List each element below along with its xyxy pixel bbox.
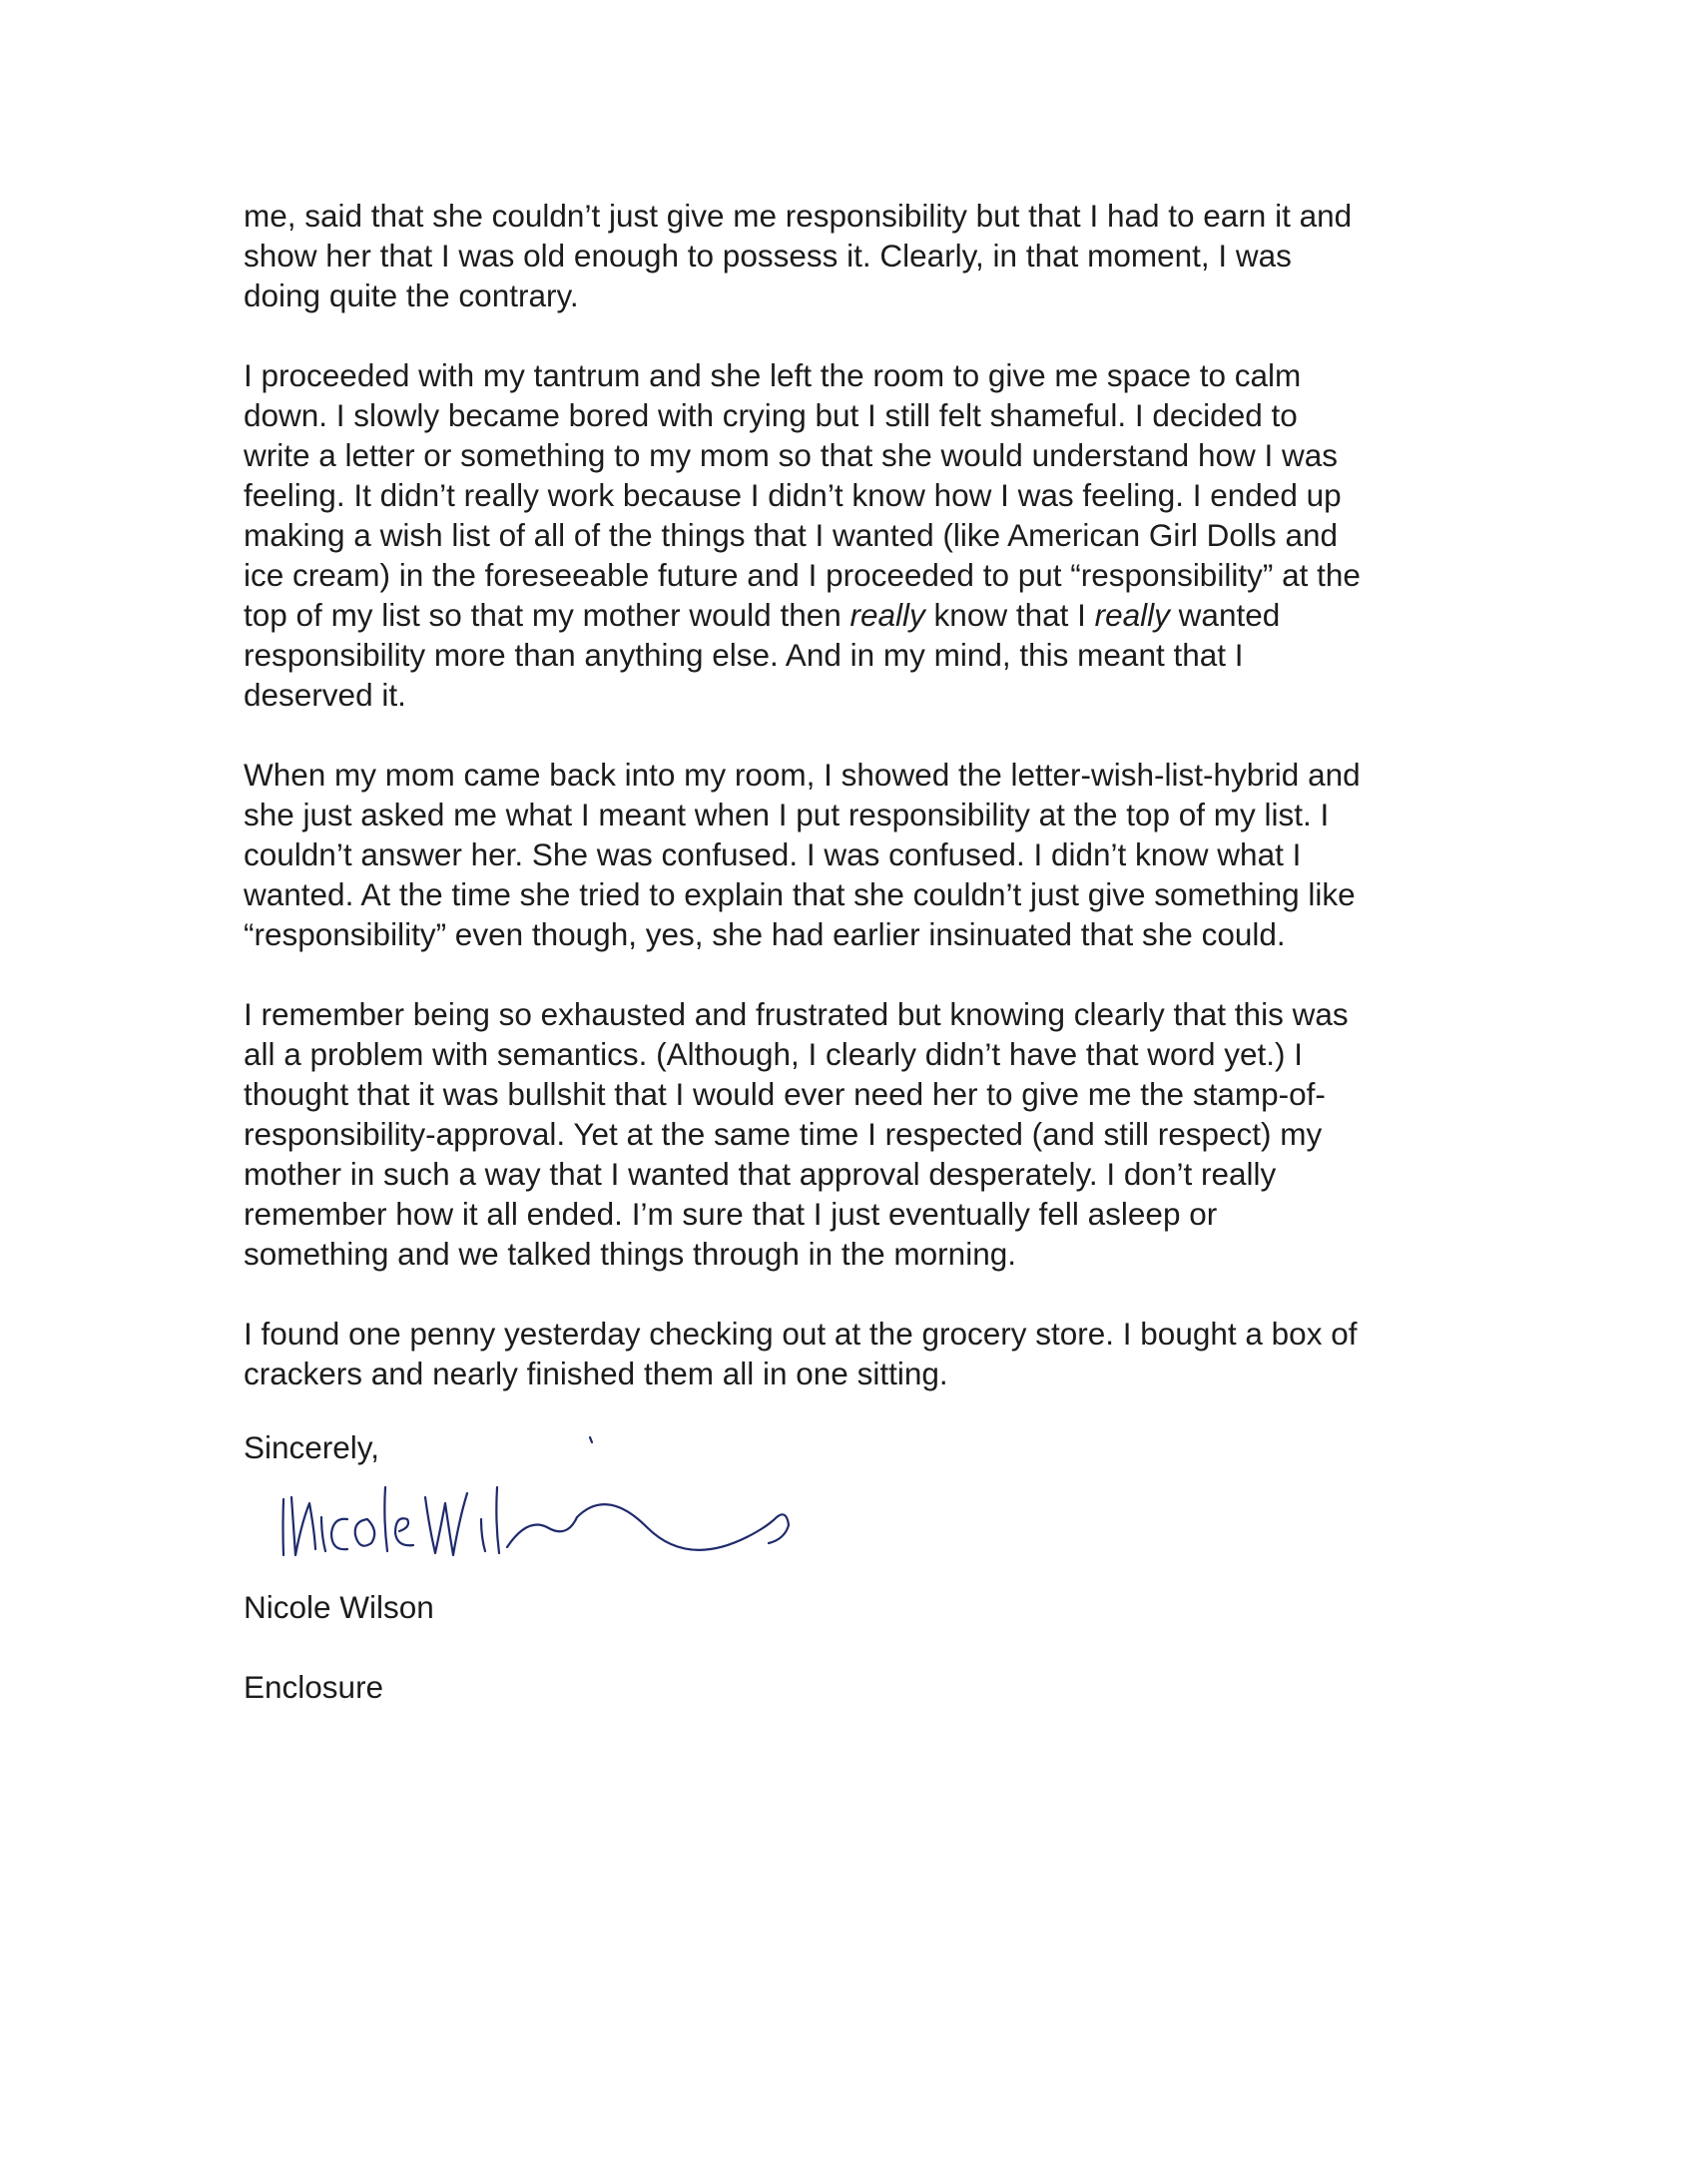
text-line: she just asked me what I meant when I put responsibility at the top of my list. I — [244, 797, 1330, 832]
text-line: responsibility more than anything else. And in my mind, this meant that I — [244, 637, 1244, 673]
text-line: ice cream) in the foreseeable future and I proceeded to put “responsibility” at the — [244, 557, 1361, 593]
paragraph-2 — [244, 355, 1471, 715]
text-line: mother in such a way that I wanted that approval desperately. I don’t really — [244, 1156, 1277, 1192]
text-line: doing quite the contrary. — [244, 277, 579, 313]
italic-emphasis: really — [1094, 597, 1170, 633]
text-line: down. I slowly became bored with crying but I still felt shameful. I decided to — [244, 397, 1298, 433]
text-line: thought that it was bullshit that I would ever need her to give me the stamp-of- — [244, 1076, 1326, 1112]
text-line: “responsibility” even though, yes, she had earlier insinuated that she could. — [244, 916, 1286, 952]
closing-salutation: Sincerely, — [244, 1429, 379, 1465]
text-line: I found one penny yesterday checking out at the grocery store. I bought a box of — [244, 1316, 1358, 1352]
paragraph-4 — [244, 994, 1471, 1274]
paragraph-5 — [244, 1314, 1471, 1393]
text-line: write a letter or something to my mom so that she would understand how I was — [244, 437, 1339, 473]
text-line: remember how it all ended. I’m sure that I just eventually fell asleep or — [244, 1196, 1218, 1232]
enclosure-note: Enclosure — [244, 1669, 384, 1705]
text-fragment: know that I — [924, 597, 1095, 633]
italic-emphasis: really — [849, 597, 925, 633]
text-line: wanted. At the time she tried to explain that she couldn’t just give something like — [244, 876, 1356, 912]
handwritten-signature — [276, 1427, 815, 1597]
text-line: deserved it. — [244, 677, 406, 713]
paragraph-3 — [244, 755, 1471, 954]
text-fragment: top of my list so that my mother would then — [244, 597, 850, 633]
text-line: I remember being so exhausted and frustrated but knowing clearly that this was — [244, 996, 1349, 1032]
letter-body — [244, 196, 1471, 1433]
text-line: me, said that she couldn’t just give me responsibility but that I had to earn it and — [244, 198, 1353, 234]
text-line: show her that I was old enough to possess it. Clearly, in that moment, I was — [244, 238, 1292, 273]
text-line: something and we talked things through in the morning. — [244, 1236, 1016, 1272]
text-line: feeling. It didn’t really work because I didn’t know how I was feeling. I ended up — [244, 477, 1342, 513]
text-line: making a wish list of all of the things that I wanted (like American Girl Dolls and — [244, 517, 1338, 553]
text-line: all a problem with semantics. (Although, I clearly didn’t have that word yet.) I — [244, 1036, 1303, 1072]
text-line-with-italics — [244, 595, 1471, 635]
signature-strokes — [283, 1437, 790, 1555]
text-line: crackers and nearly finished them all in one sitting. — [244, 1356, 948, 1391]
signer-name: Nicole Wilson — [244, 1589, 434, 1625]
paragraph-1 — [244, 196, 1471, 315]
text-line: couldn’t answer her. She was confused. I was confused. I didn’t know what I — [244, 836, 1302, 872]
text-line: When my mom came back into my room, I showed the letter-wish-list-hybrid and — [244, 757, 1361, 793]
text-line: I proceeded with my tantrum and she left the room to give me space to calm — [244, 357, 1302, 393]
text-line: responsibility-approval. Yet at the same time I respected (and still respect) my — [244, 1116, 1323, 1152]
text-fragment: wanted — [1169, 597, 1281, 633]
